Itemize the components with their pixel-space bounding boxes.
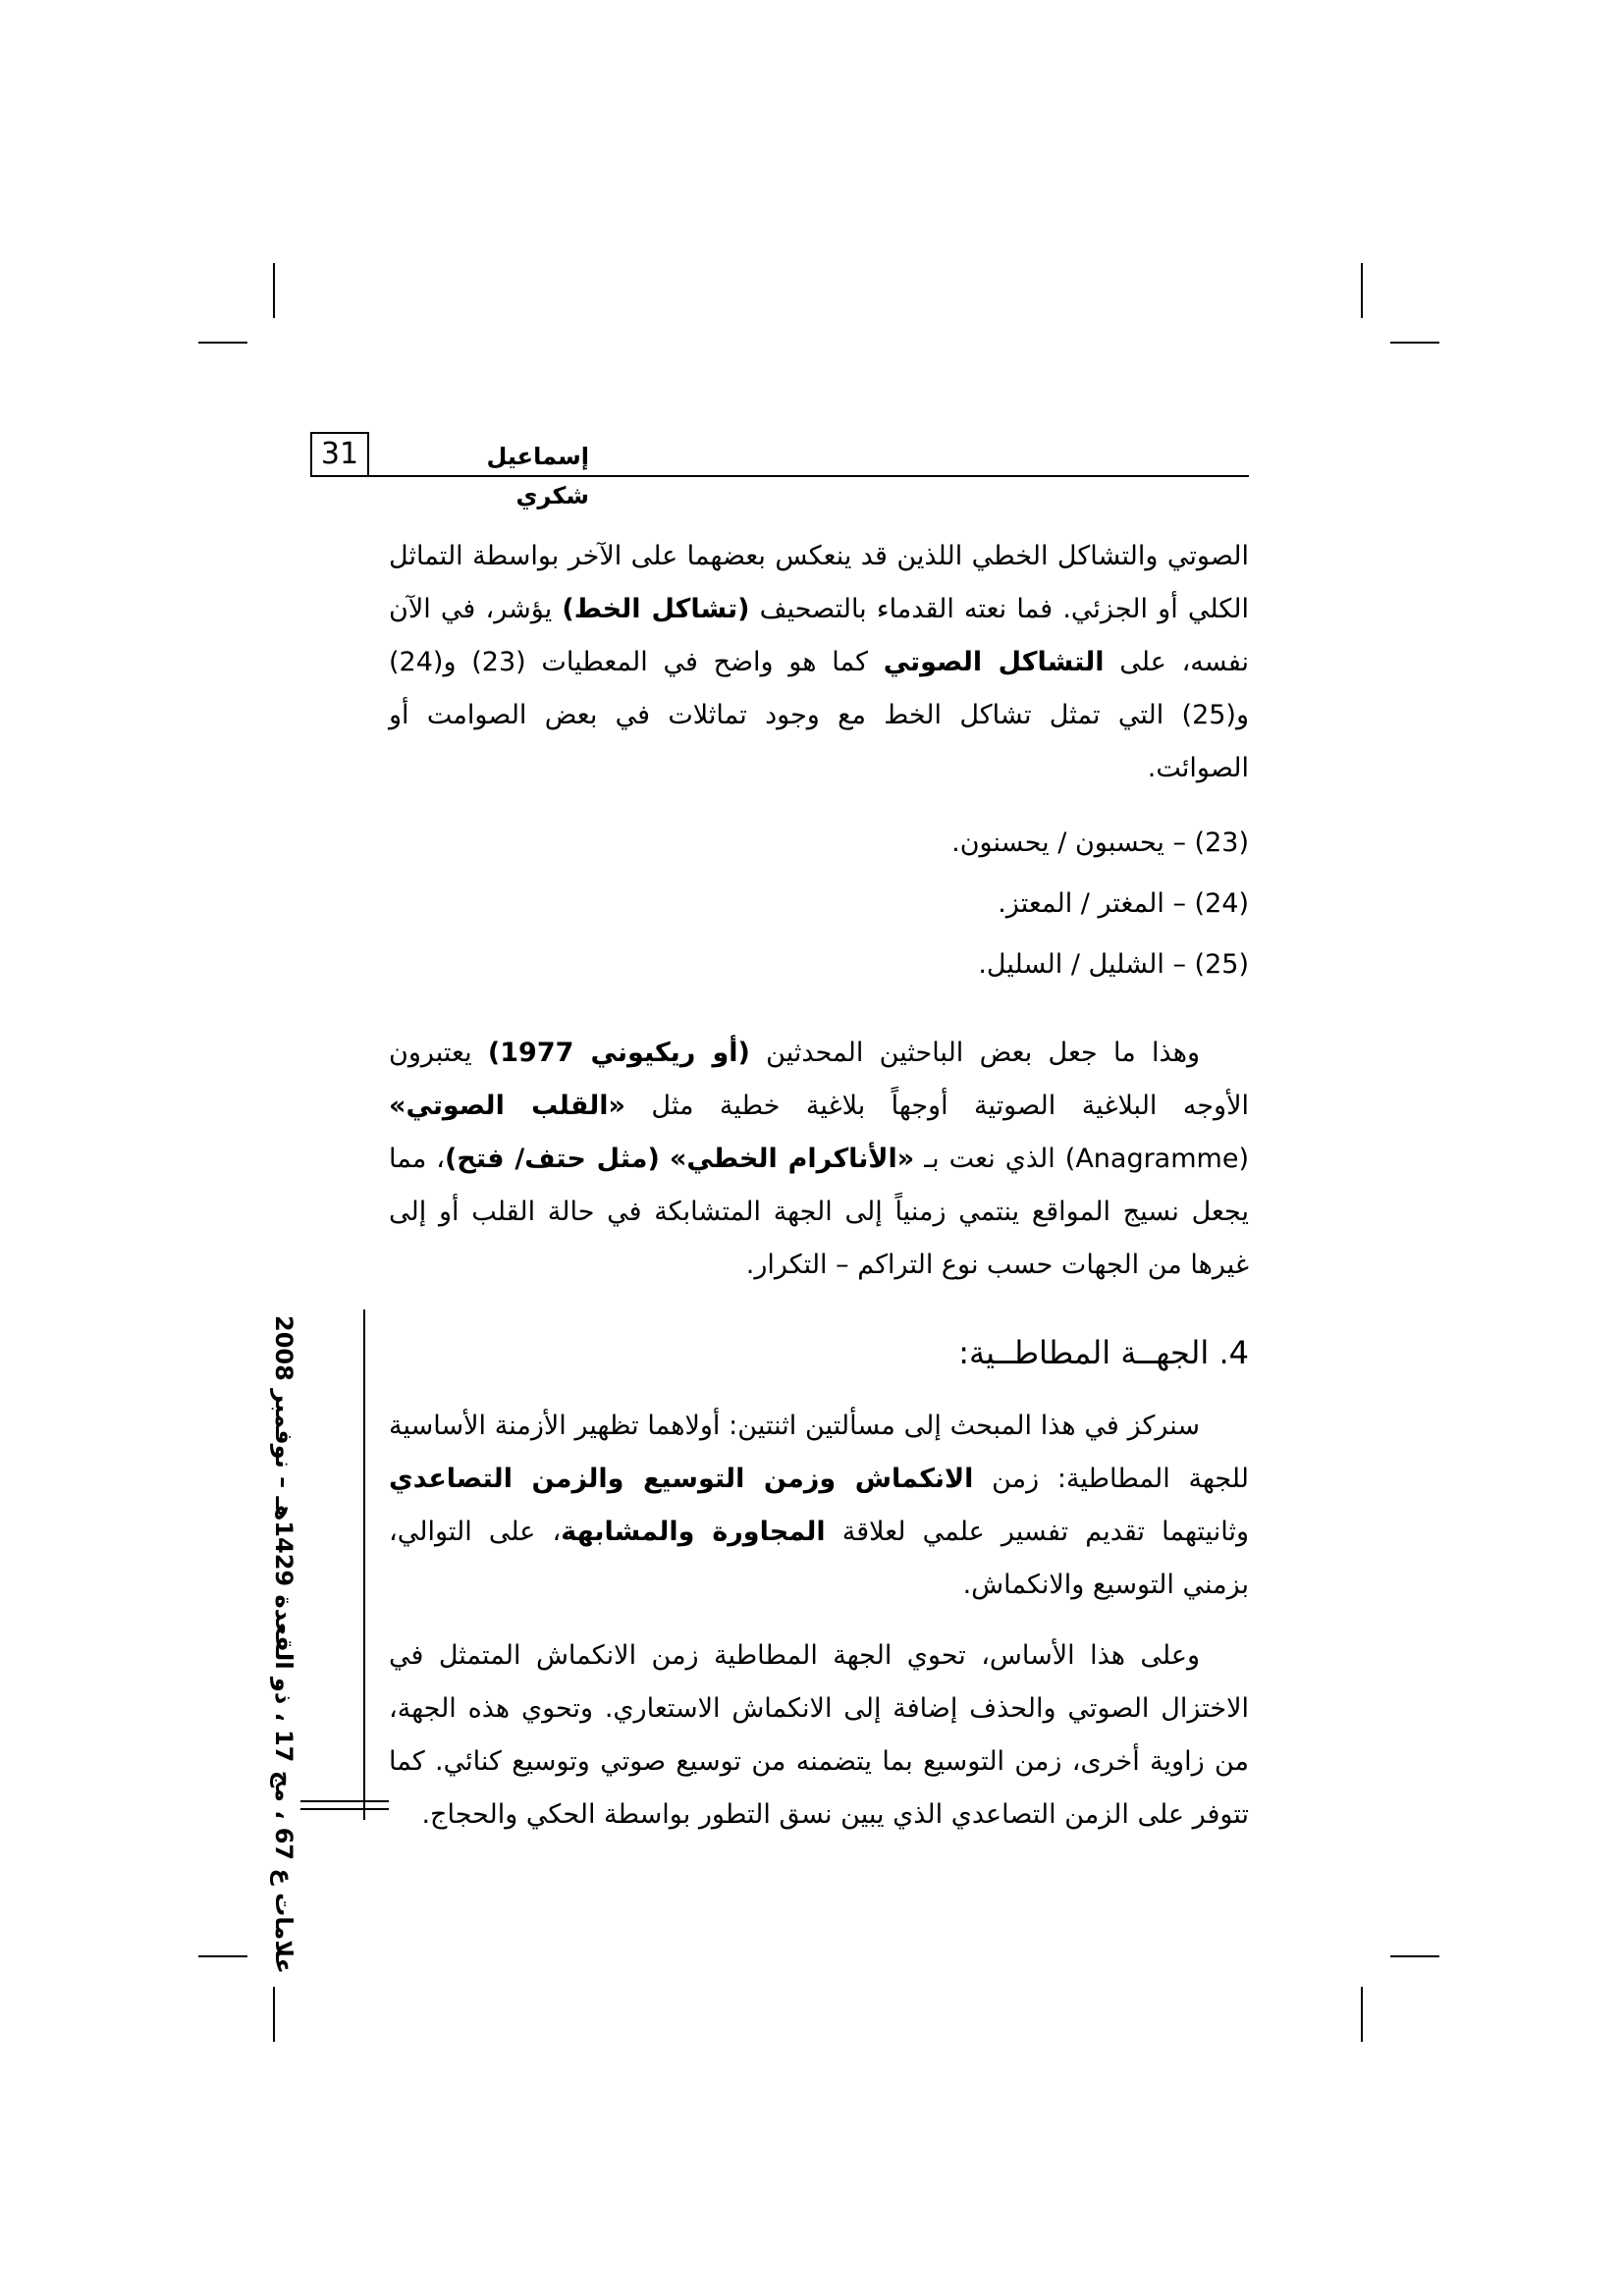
text-run: يؤشر، في الآن نفسه، على [389,594,1250,677]
crop-mark-bottom-left-horizontal [198,1955,247,1957]
header-rule [369,475,1249,477]
bold-term: (تشاكل الخط) [562,594,750,624]
bold-term: (أو ريكيوني 1977) [487,1038,750,1068]
side-rule-vertical [363,1309,365,1820]
text-run: (Anagramme) الذي نعت بـ [914,1144,1249,1174]
crop-mark-top-left-horizontal [198,342,247,344]
crop-mark-bottom-right-vertical [1361,1987,1363,2042]
bold-term: التشاكل الصوتي [883,647,1105,677]
bold-term: المجاورة والمشابهة [561,1517,826,1547]
text-run: ، مما يجعل نسيج المواقع ينتمي زمنياً إلى الجهة المتشابكة في حالة القلب أو إلى غيرها من الجهات حسب نوع التراكم – التكرار. [389,1144,1249,1280]
example-23: (23) – يحسبون / يحسنون. [951,828,1249,858]
bold-term: (مثل حتف/ فتح) [445,1144,660,1174]
text-run [660,1144,670,1174]
journal-logo [300,1824,381,1875]
journal-info: علامات ع 67 ، مج 17 ، ذو القعدة 1429هـ – نوفمبر 2008 [270,1315,298,1974]
text-run: كما هو واضح في المعطيات (23) و(24) و(25) التي تمثل تشاكل الخط مع وجود تماثلات في بعض الصوامت أو الصوائت. [389,647,1249,783]
running-header-author: إسماعيل شكري [486,443,589,509]
crop-mark-bottom-left-vertical [273,1987,275,2042]
side-rule-horizontal-2 [300,1808,389,1810]
text-run: يعتبرون الأوجه البلاغية الصوتية أوجهاً بلاغية خطية مثل [389,1038,1249,1121]
section-heading: 4. الجهــة المطاطــية: [958,1334,1249,1371]
paragraph-1 [389,530,1249,795]
crop-mark-bottom-right-horizontal [1390,1955,1439,1957]
bold-term: الانكماش وزمن التوسيع والزمن التصاعدي [389,1464,974,1494]
text-run: وهذا ما جعل بعض الباحثين المحدثين [749,1038,1200,1068]
paragraph-3 [389,1400,1249,1612]
text-run: ، على التوالي، بزمني التوسيع والانكماش. [389,1517,1249,1600]
page-number: 31 [310,432,369,477]
paragraph-2 [389,1027,1249,1292]
example-25: (25) – الشليل / السليل. [978,949,1249,980]
crop-mark-top-right-horizontal [1390,342,1439,344]
main-text [389,530,1249,1842]
text-run: وثانيتهما تقديم تفسير علمي لعلاقة [825,1517,1250,1547]
side-rule-horizontal [300,1800,389,1802]
text-run: سنركز في هذا المبحث إلى مسألتين اثنتين: أولاهما تظهير الأزمنة الأساسية للجهة المطاطية: زمن [389,1411,1249,1494]
paragraph-4: وعلى هذا الأساس، تحوي الجهة المطاطية زمن الانكماش المتمثل في الاختزال الصوتي والحذف إضافة إلى الانكماش الاستعاري. وتحوي هذه الجهة، من زاوية أخرى، زمن التوسيع بما يتضمنه من توسيع صوتي وتوسيع كنائي. كما تتوفر على الزمن التصاعدي الذي يبين نسق التطور بواسطة الحكي والحجاج. [389,1640,1249,1830]
crop-mark-top-left-vertical [273,263,275,318]
example-24: (24) – المغتر / المعتز. [998,888,1249,919]
bold-term: «الأناكرام الخطي» [669,1144,915,1174]
text-run: الصوتي والتشاكل الخطي اللذين قد ينعكس بعضهما على الآخر بواسطة التماثل الكلي أو الجزئي. فما نعته القدماء بالتصحيف [389,541,1249,624]
bold-term: «القلب الصوتي» [389,1091,625,1121]
crop-mark-top-right-vertical [1361,263,1363,318]
